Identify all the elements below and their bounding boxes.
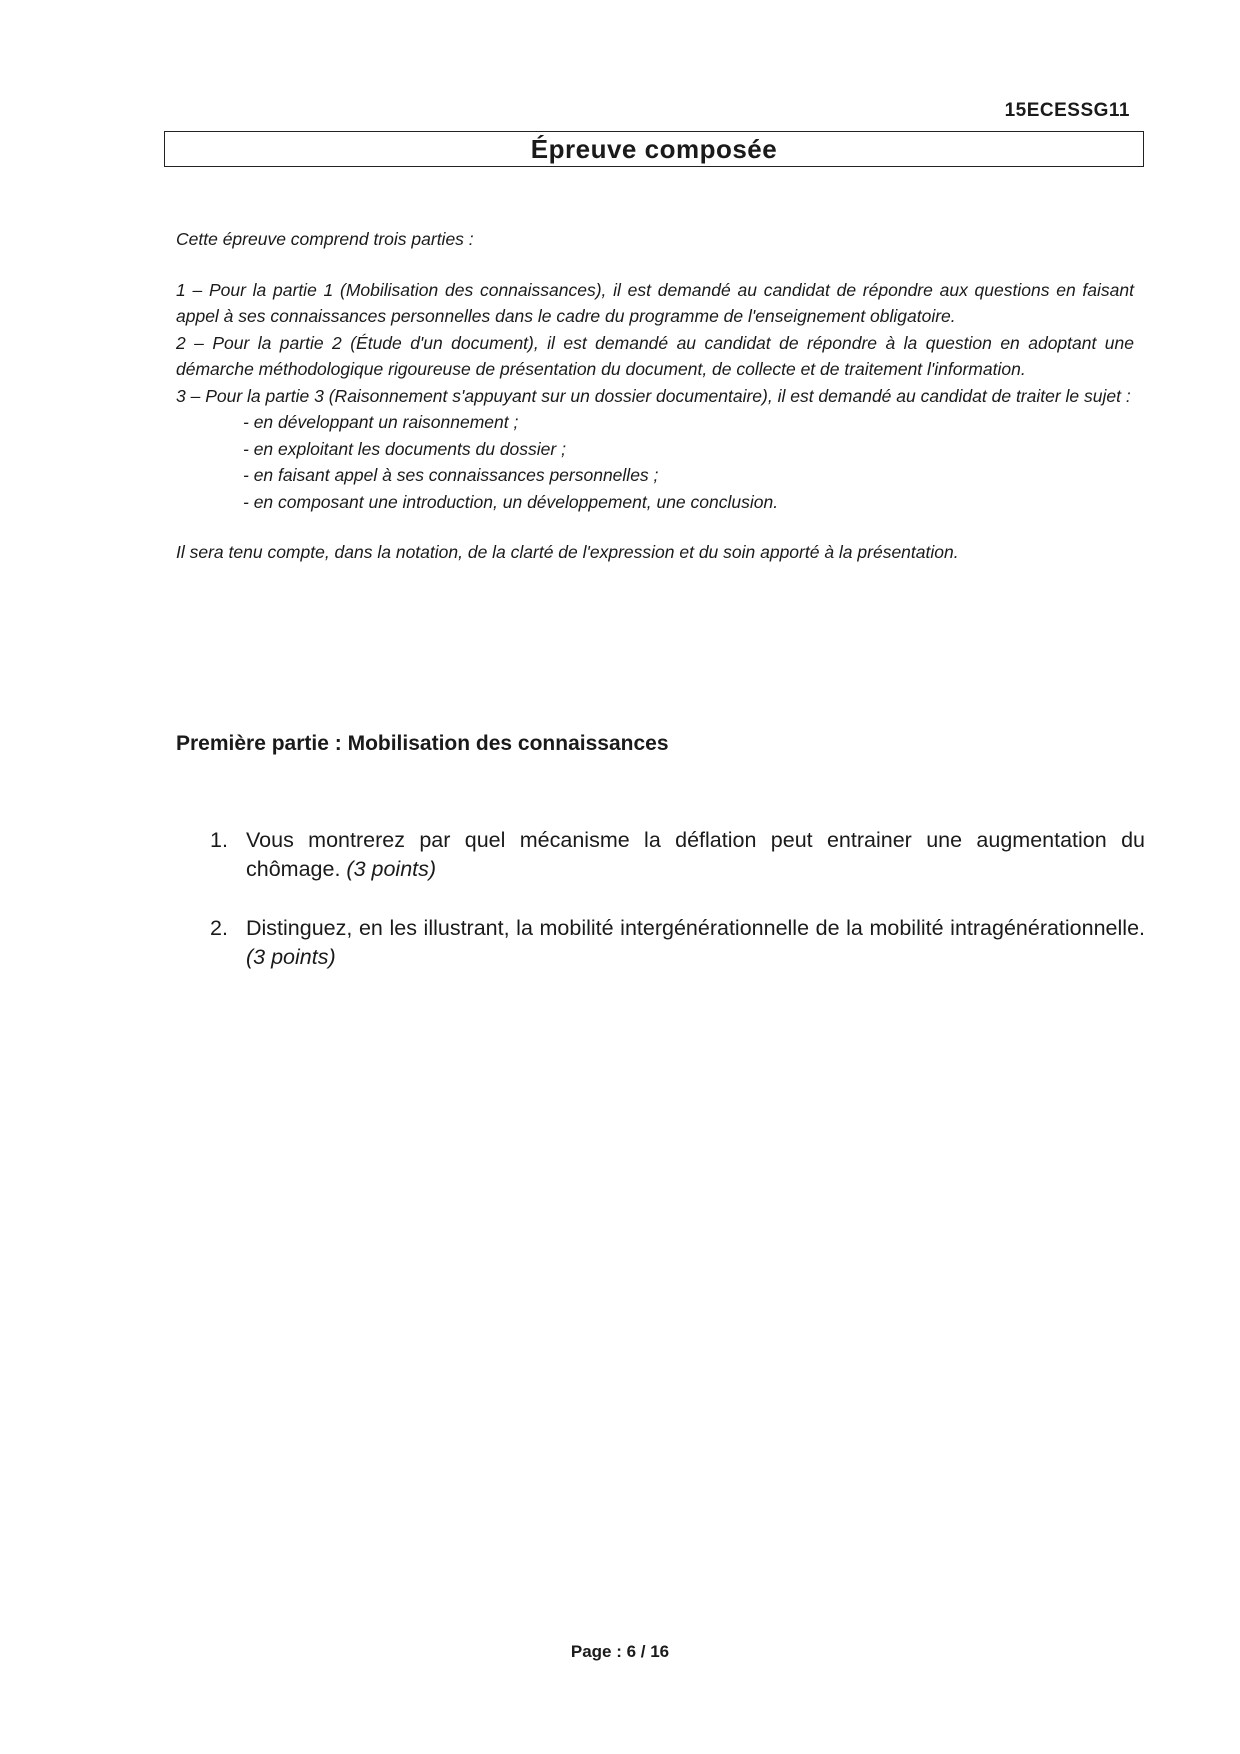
question-number: 1.	[210, 828, 228, 852]
question-number: 2.	[210, 916, 228, 940]
instruction-part-1: 1 – Pour la partie 1 (Mobilisation des connaissances), il est demandé au candidat de répondre aux questions en faisant appel à ses connaissances personnelles dans le cadre du programme de l'enseignement obligatoire.	[176, 279, 1134, 326]
instructions-lead: Cette épreuve comprend trois parties :	[176, 229, 474, 249]
question-text: Vous montrerez par quel mécanisme la déflation peut entrainer une augmentation du chômage.	[246, 828, 1145, 881]
question-points: (3 points)	[346, 857, 437, 881]
instructions-block	[176, 226, 1134, 566]
question-list	[210, 826, 1145, 1002]
instruction-part-3: 3 – Pour la partie 3 (Raisonnement s'appuyant sur un dossier documentaire), il est demandé au candidat de traiter le sujet :	[176, 385, 1131, 406]
instruction-bullet: - en développant un raisonnement ;	[243, 412, 519, 432]
page-number: Page : 6 / 16	[570, 1642, 670, 1661]
instruction-bullet: - en composant une introduction, un développement, une conclusion.	[243, 491, 779, 512]
question-body	[246, 914, 1145, 972]
question-text: Distinguez, en les illustrant, la mobilité intergénérationnelle de la mobilité intragénérationnelle.	[246, 916, 1145, 940]
question-body	[246, 826, 1145, 884]
instruction-bullet: - en faisant appel à ses connaissances personnelles ;	[243, 465, 659, 485]
instruction-part-2: 2 – Pour la partie 2 (Étude d'un document), il est demandé au candidat de répondre à la question en adoptant une démarche méthodologique rigoureuse de présentation du document, de collecte et de traitement l'information.	[176, 332, 1134, 379]
instruction-bullet: - en exploitant les documents du dossier ;	[243, 438, 566, 459]
section-title: Première partie : Mobilisation des connaissances	[176, 732, 669, 755]
question-points: (3 points)	[246, 945, 336, 969]
question-item	[210, 826, 1145, 884]
title-box	[164, 131, 1144, 167]
page-title: Épreuve composée	[530, 134, 778, 164]
grading-note: Il sera tenu compte, dans la notation, de la clarté de l'expression et du soin apporté à la présentation.	[176, 542, 959, 562]
instruction-bullet-list	[176, 409, 1134, 515]
question-item	[210, 914, 1145, 972]
document-code: 15ECESSG11	[1004, 100, 1130, 121]
